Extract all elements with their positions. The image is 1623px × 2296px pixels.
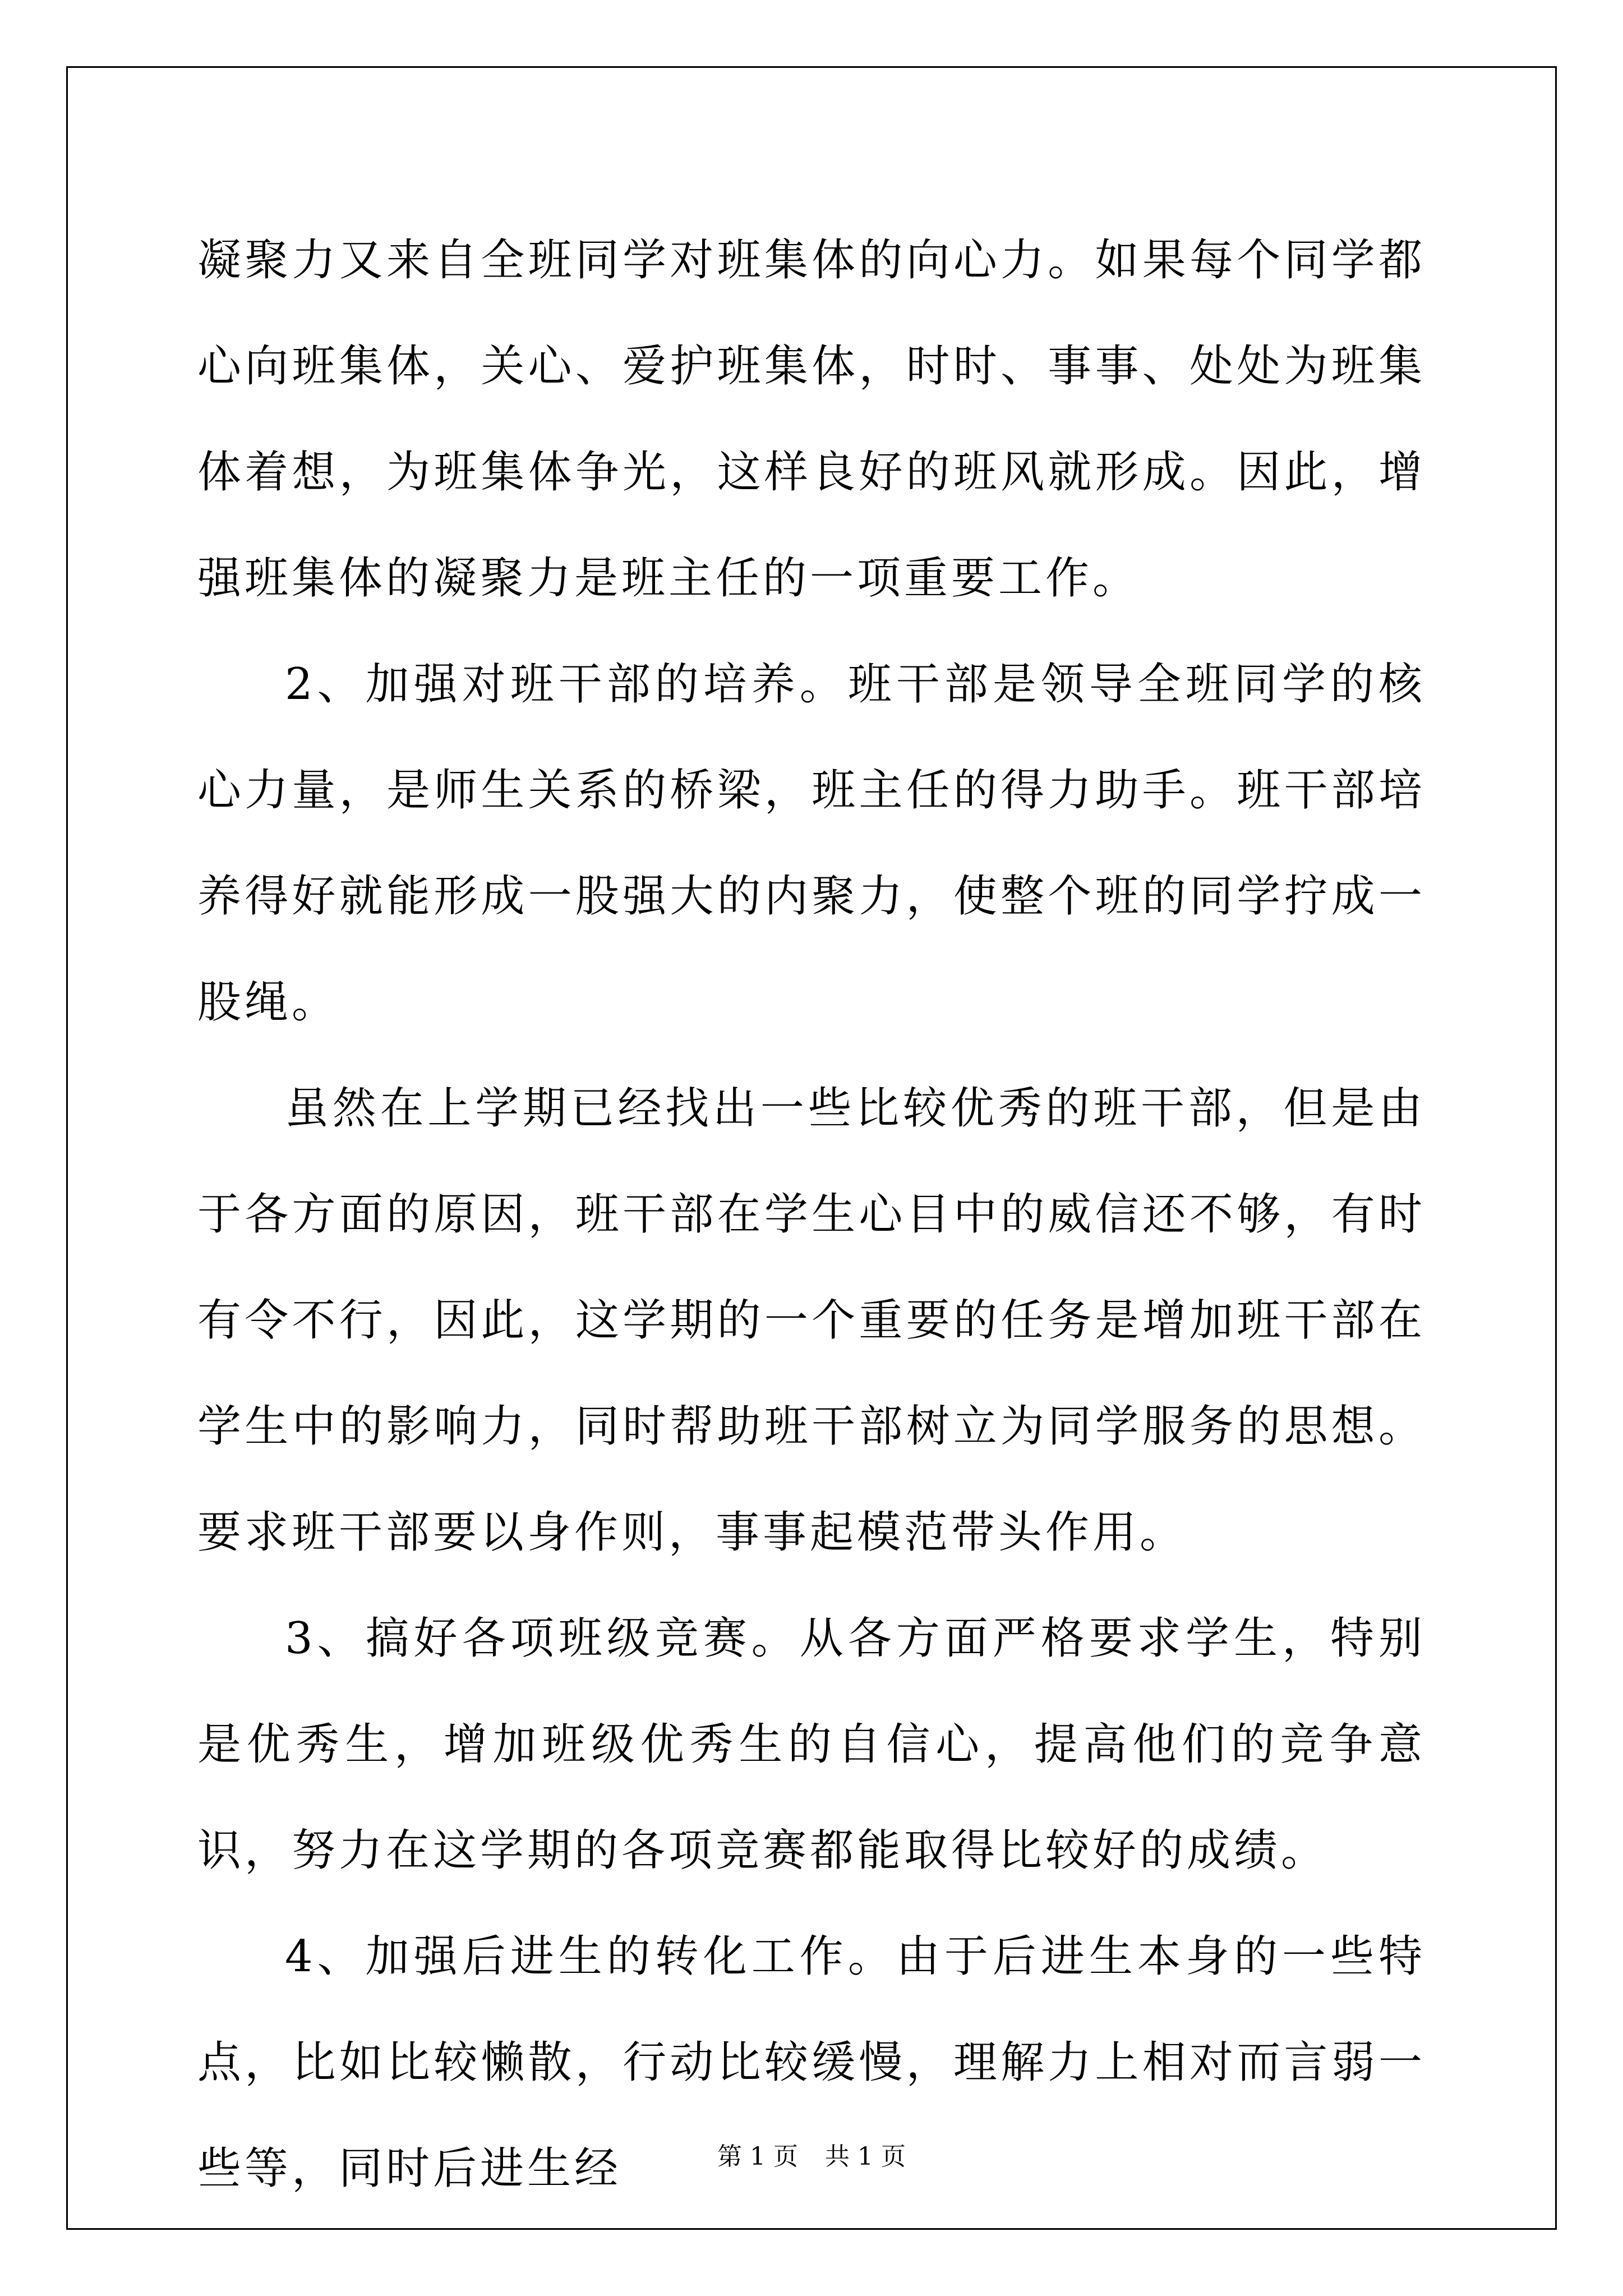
paragraph-1: 凝聚力又来自全班同学对班集体的向心力。如果每个同学都心向班集体，关心、爱护班集体，时时、事事、处处为班集体着想，为班集体争光，这样良好的班风就形成。因此，增强班集体的凝聚力是班主任的一项重要工作。 (197, 235, 1426, 604)
page-footer (0, 2136, 1623, 2172)
page-number: 第 1 页 (717, 2142, 798, 2171)
paragraph-5: 4、加强后进生的转化工作。由于后进生本身的一些特点，比如比较懒散，行动比较缓慢，理解力上相对而言弱一些等，同时后进生经 (197, 1931, 1426, 2194)
document-body (197, 208, 1426, 2222)
paragraph-4: 3、搞好各项班级竞赛。从各方面严格要求学生，特别是优秀生，增加班级优秀生的自信心，提高他们的竞争意识，努力在这学期的各项竞赛都能取得比较好的成绩。 (197, 1613, 1426, 1876)
paragraph-3: 虽然在上学期已经找出一些比较优秀的班干部，但是由于各方面的原因，班干部在学生心目中的威信还不够，有时有令不行，因此，这学期的一个重要的任务是增加班干部在学生中的影响力，同时帮助班干部树立为同学服务的思想。要求班干部要以身作则，事事起模范带头作用。 (197, 1083, 1426, 1558)
paragraph-2: 2、加强对班干部的培养。班干部是领导全班同学的核心力量，是师生关系的桥梁，班主任的得力助手。班干部培养得好就能形成一股强大的内聚力，使整个班的同学拧成一股绳。 (197, 659, 1426, 1028)
page-total: 共 1 页 (825, 2142, 906, 2171)
